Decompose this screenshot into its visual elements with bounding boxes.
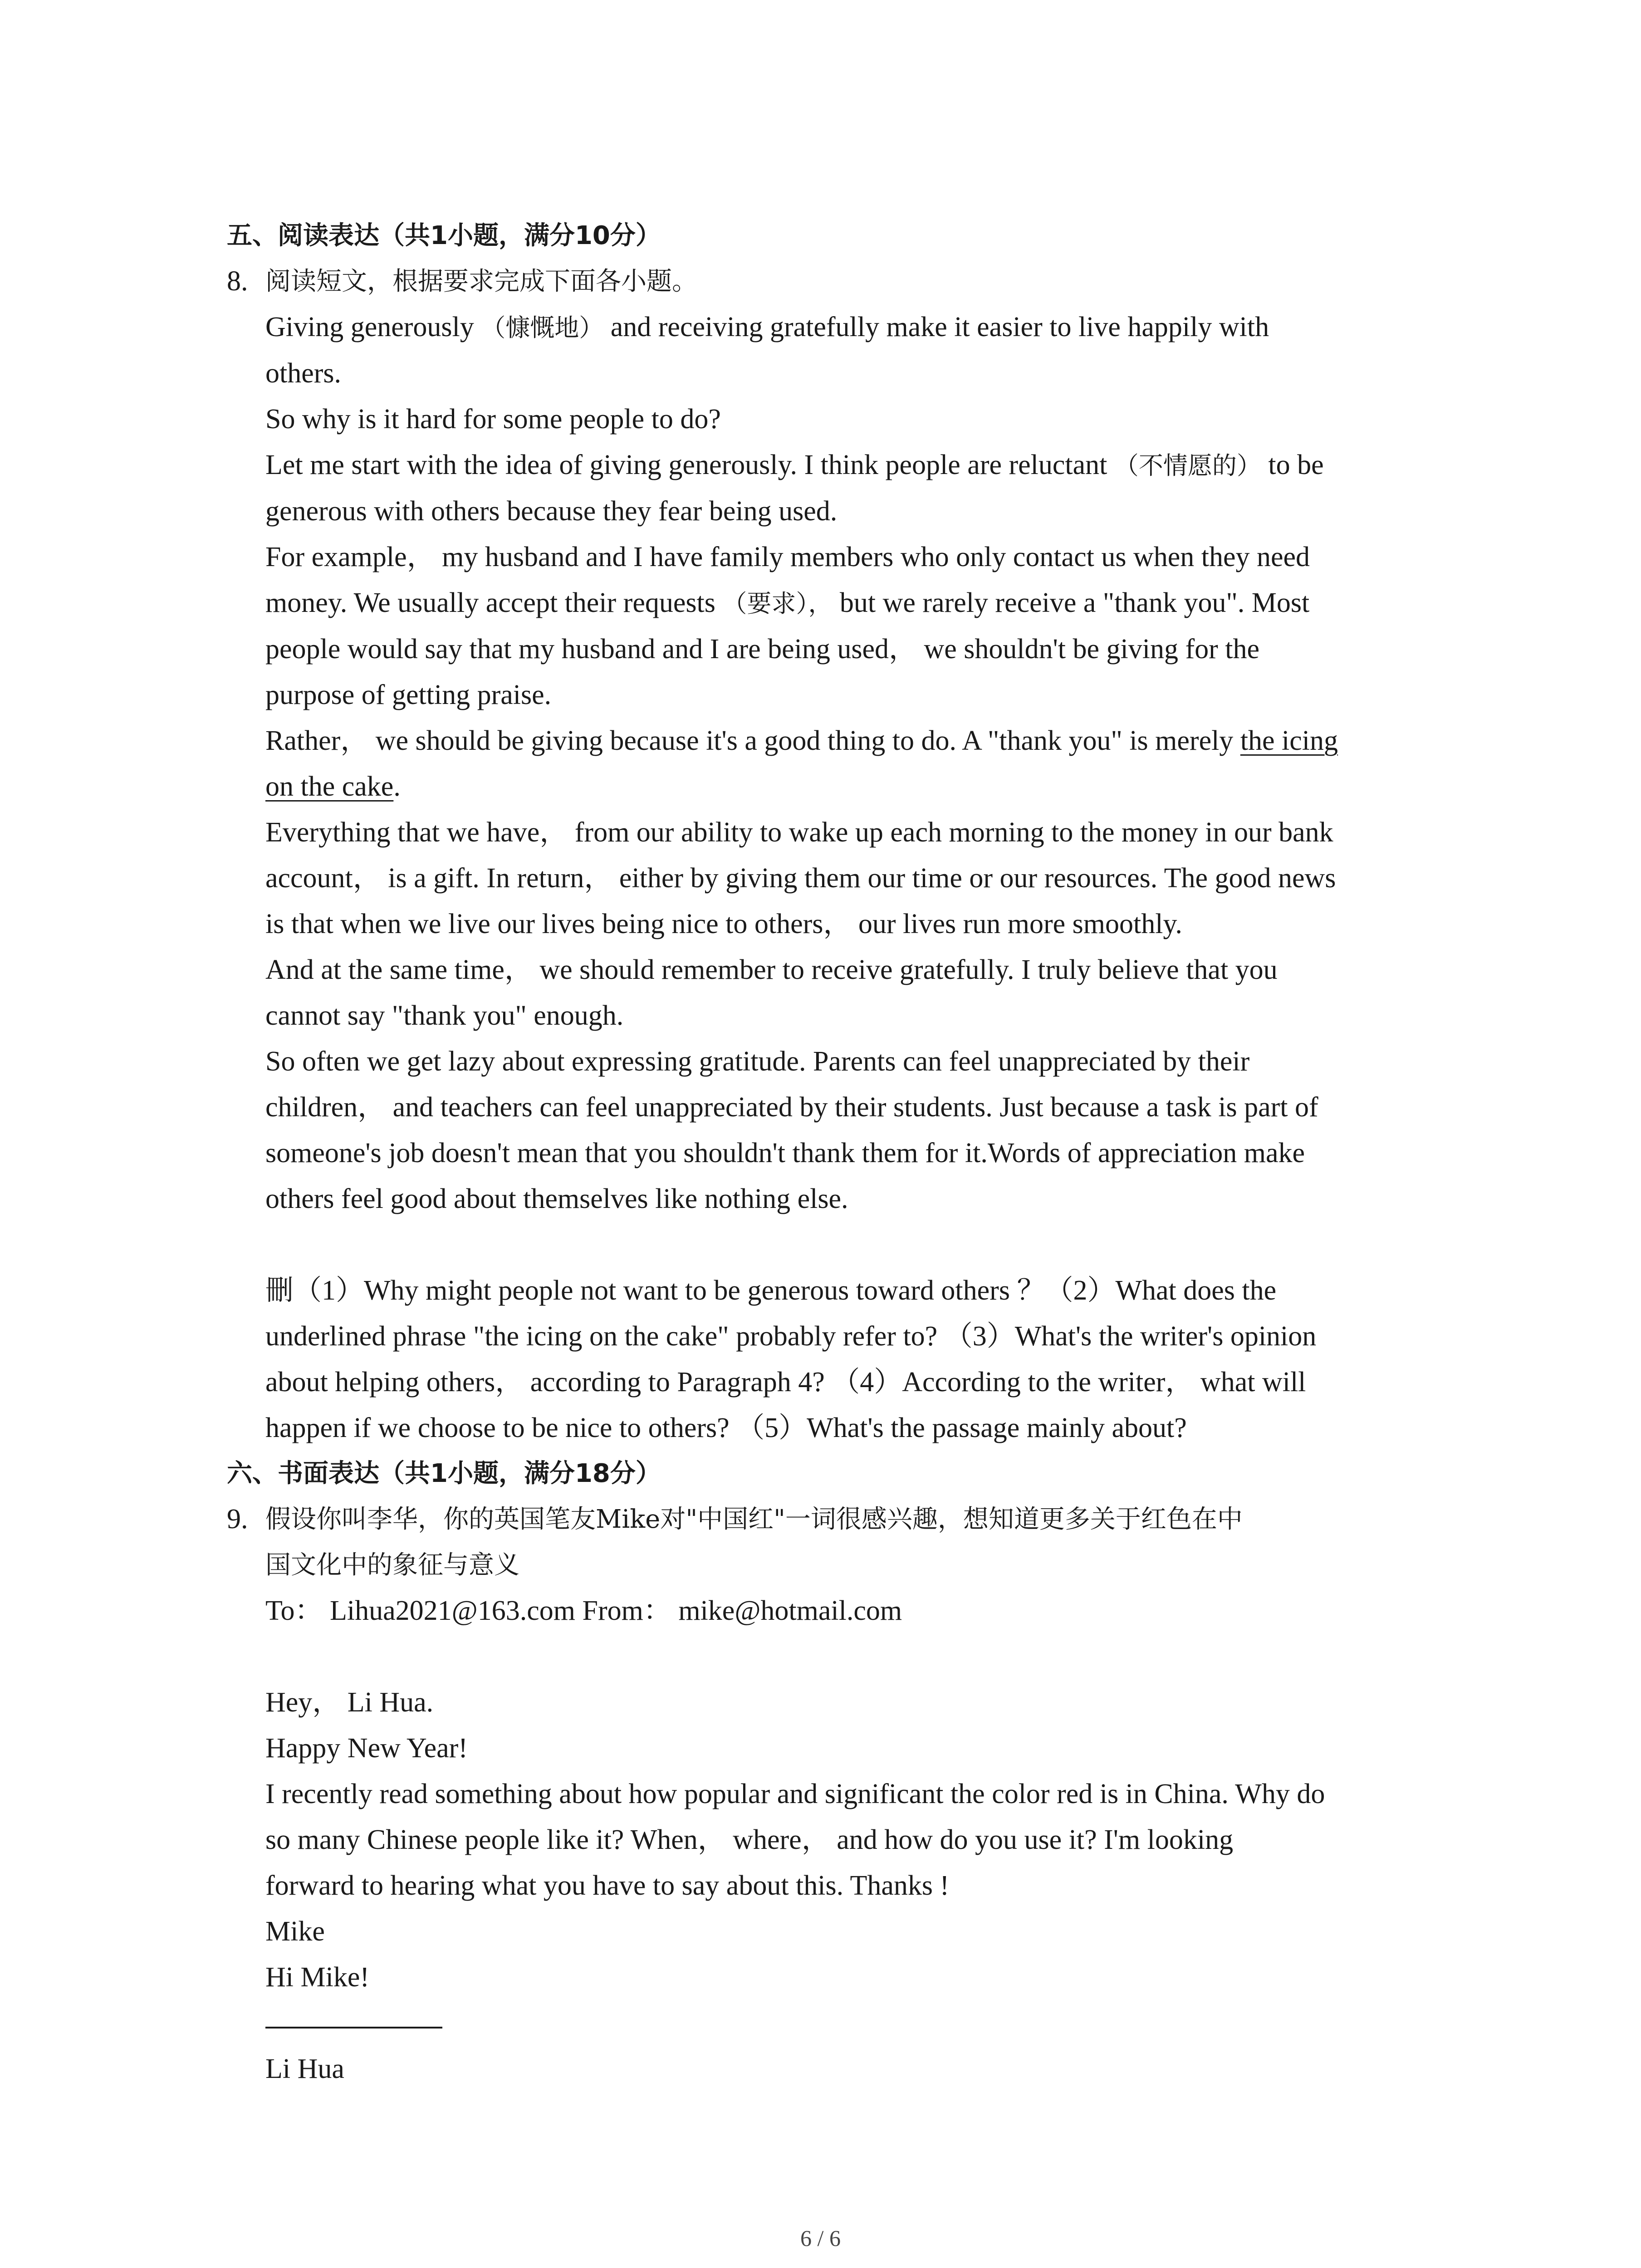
passage-line: purpose of getting praise. (265, 679, 552, 710)
underlined-phrase: on the cake (265, 771, 394, 802)
question-body (265, 1496, 1452, 2092)
answer-blank[interactable] (265, 2000, 442, 2028)
task-questions (265, 1268, 1452, 1451)
passage-line: Everything that we have， from our ability to wake up each morning to the money in our bank (265, 817, 1333, 848)
passage-text: to be (1261, 450, 1324, 480)
question-number: 8. (227, 266, 248, 297)
chinese-gloss: （要求）， (722, 589, 833, 618)
passage-line: generous with others because they fear being used. (265, 496, 838, 527)
passage-line (265, 764, 1452, 810)
reading-passage (265, 304, 1452, 1222)
answer-blank-row (265, 2000, 1452, 2046)
section-heading-writing: 六、书面表达（共1小题，满分18分） (227, 1459, 661, 1488)
page-number: 6 / 6 (800, 2225, 841, 2251)
question-prompt: 假设你叫李华，你的英国笔友Mike对"中国红"一词很感兴趣，想知道更多关于红色在中 (265, 1505, 1243, 1534)
question-prompt: 国文化中的象征与意义 (265, 1550, 519, 1580)
underlined-phrase: the icing (1240, 725, 1338, 756)
spacer (265, 1222, 1452, 1268)
letter-line: I recently read something about how popular and significant the color red is in China. Why do (265, 1779, 1325, 1809)
passage-line: people would say that my husband and I are being used， we shouldn't be giving for the (265, 634, 1260, 665)
passage-text: money. We usually accept their requests (265, 587, 723, 618)
passage-line (265, 580, 1452, 626)
task-line: underlined phrase "the icing on the cake" probably refer to? （3）What's the writer's opinion (265, 1321, 1317, 1352)
chinese-gloss: （慷慨地） (481, 313, 604, 342)
passage-text: Let me start with the idea of giving generously. I think people are reluctant (265, 450, 1114, 480)
chinese-gloss: （不情愿的） (1114, 451, 1261, 480)
passage-text: . (393, 771, 401, 802)
task-line: about helping others， according to Paragraph 4? （4）According to the writer， what will (265, 1367, 1306, 1398)
question-number: 9. (227, 1504, 248, 1535)
passage-line: children， and teachers can feel unappreciated by their students. Just because a task is part of (265, 1092, 1318, 1123)
spacer (265, 1634, 1452, 1680)
question-8 (227, 259, 1452, 1451)
task-line: happen if we choose to be nice to others? （5）What's the passage mainly about? (265, 1413, 1187, 1443)
passage-line: And at the same time， we should remember to receive gratefully. I truly believe that you (265, 954, 1278, 985)
letter-line: so many Chinese people like it? When， where， and how do you use it? I'm looking (265, 1824, 1234, 1855)
passage-line: cannot say "thank you" enough. (265, 1000, 624, 1031)
passage-text: but we rarely receive a "thank you". Most (833, 587, 1310, 618)
passage-line (265, 304, 1452, 351)
passage-line: So often we get lazy about expressing gratitude. Parents can feel unappreciated by their (265, 1046, 1250, 1077)
question-9 (227, 1496, 1452, 2092)
letter-line: Happy New Year! (265, 1733, 468, 1764)
passage-text: Rather， we should be giving because it's a good thing to do. A "thank you" is merely (265, 725, 1240, 756)
passage-line: is that when we live our lives being nice to others， our lives run more smoothly. (265, 909, 1182, 939)
passage-text: Giving generously (265, 312, 481, 342)
passage-line (265, 442, 1452, 489)
email-header: To： Lihua2021@163.com From： mike@hotmail.com (265, 1595, 902, 1626)
passage-line: account， is a gift. In return， either by giving them our time or our resources. The good news (265, 863, 1336, 894)
passage-line: others. (265, 358, 342, 389)
question-prompt: 阅读短文，根据要求完成下面各小题。 (265, 267, 697, 296)
section-heading-reading: 五、阅读表达（共1小题，满分10分） (227, 221, 661, 250)
passage-line (265, 718, 1452, 764)
letter-signature: Mike (265, 1916, 325, 1947)
task-line: 刪（1）Why might people not want to be generous toward others ？（2）What does the (265, 1275, 1277, 1306)
letter-greeting: Hey， Li Hua. (265, 1687, 434, 1718)
reply-signature: Li Hua (265, 2053, 344, 2084)
reply-greeting: Hi Mike! (265, 1962, 370, 1993)
reply-letter (265, 1955, 1452, 2092)
letter-line: forward to hearing what you have to say about this. Thanks ! (265, 1870, 950, 1901)
page-content (227, 213, 1452, 2092)
passage-line: So why is it hard for some people to do? (265, 404, 721, 435)
passage-text: and receiving gratefully make it easier to live happily with (603, 312, 1269, 342)
passage-line: others feel good about themselves like nothing else. (265, 1183, 848, 1214)
passage-line: For example， my husband and I have family members who only contact us when they need (265, 542, 1310, 572)
incoming-letter (265, 1680, 1452, 1955)
question-body (265, 259, 1452, 1451)
passage-line: someone's job doesn't mean that you shouldn't thank them for it.Words of appreciation make (265, 1138, 1305, 1168)
